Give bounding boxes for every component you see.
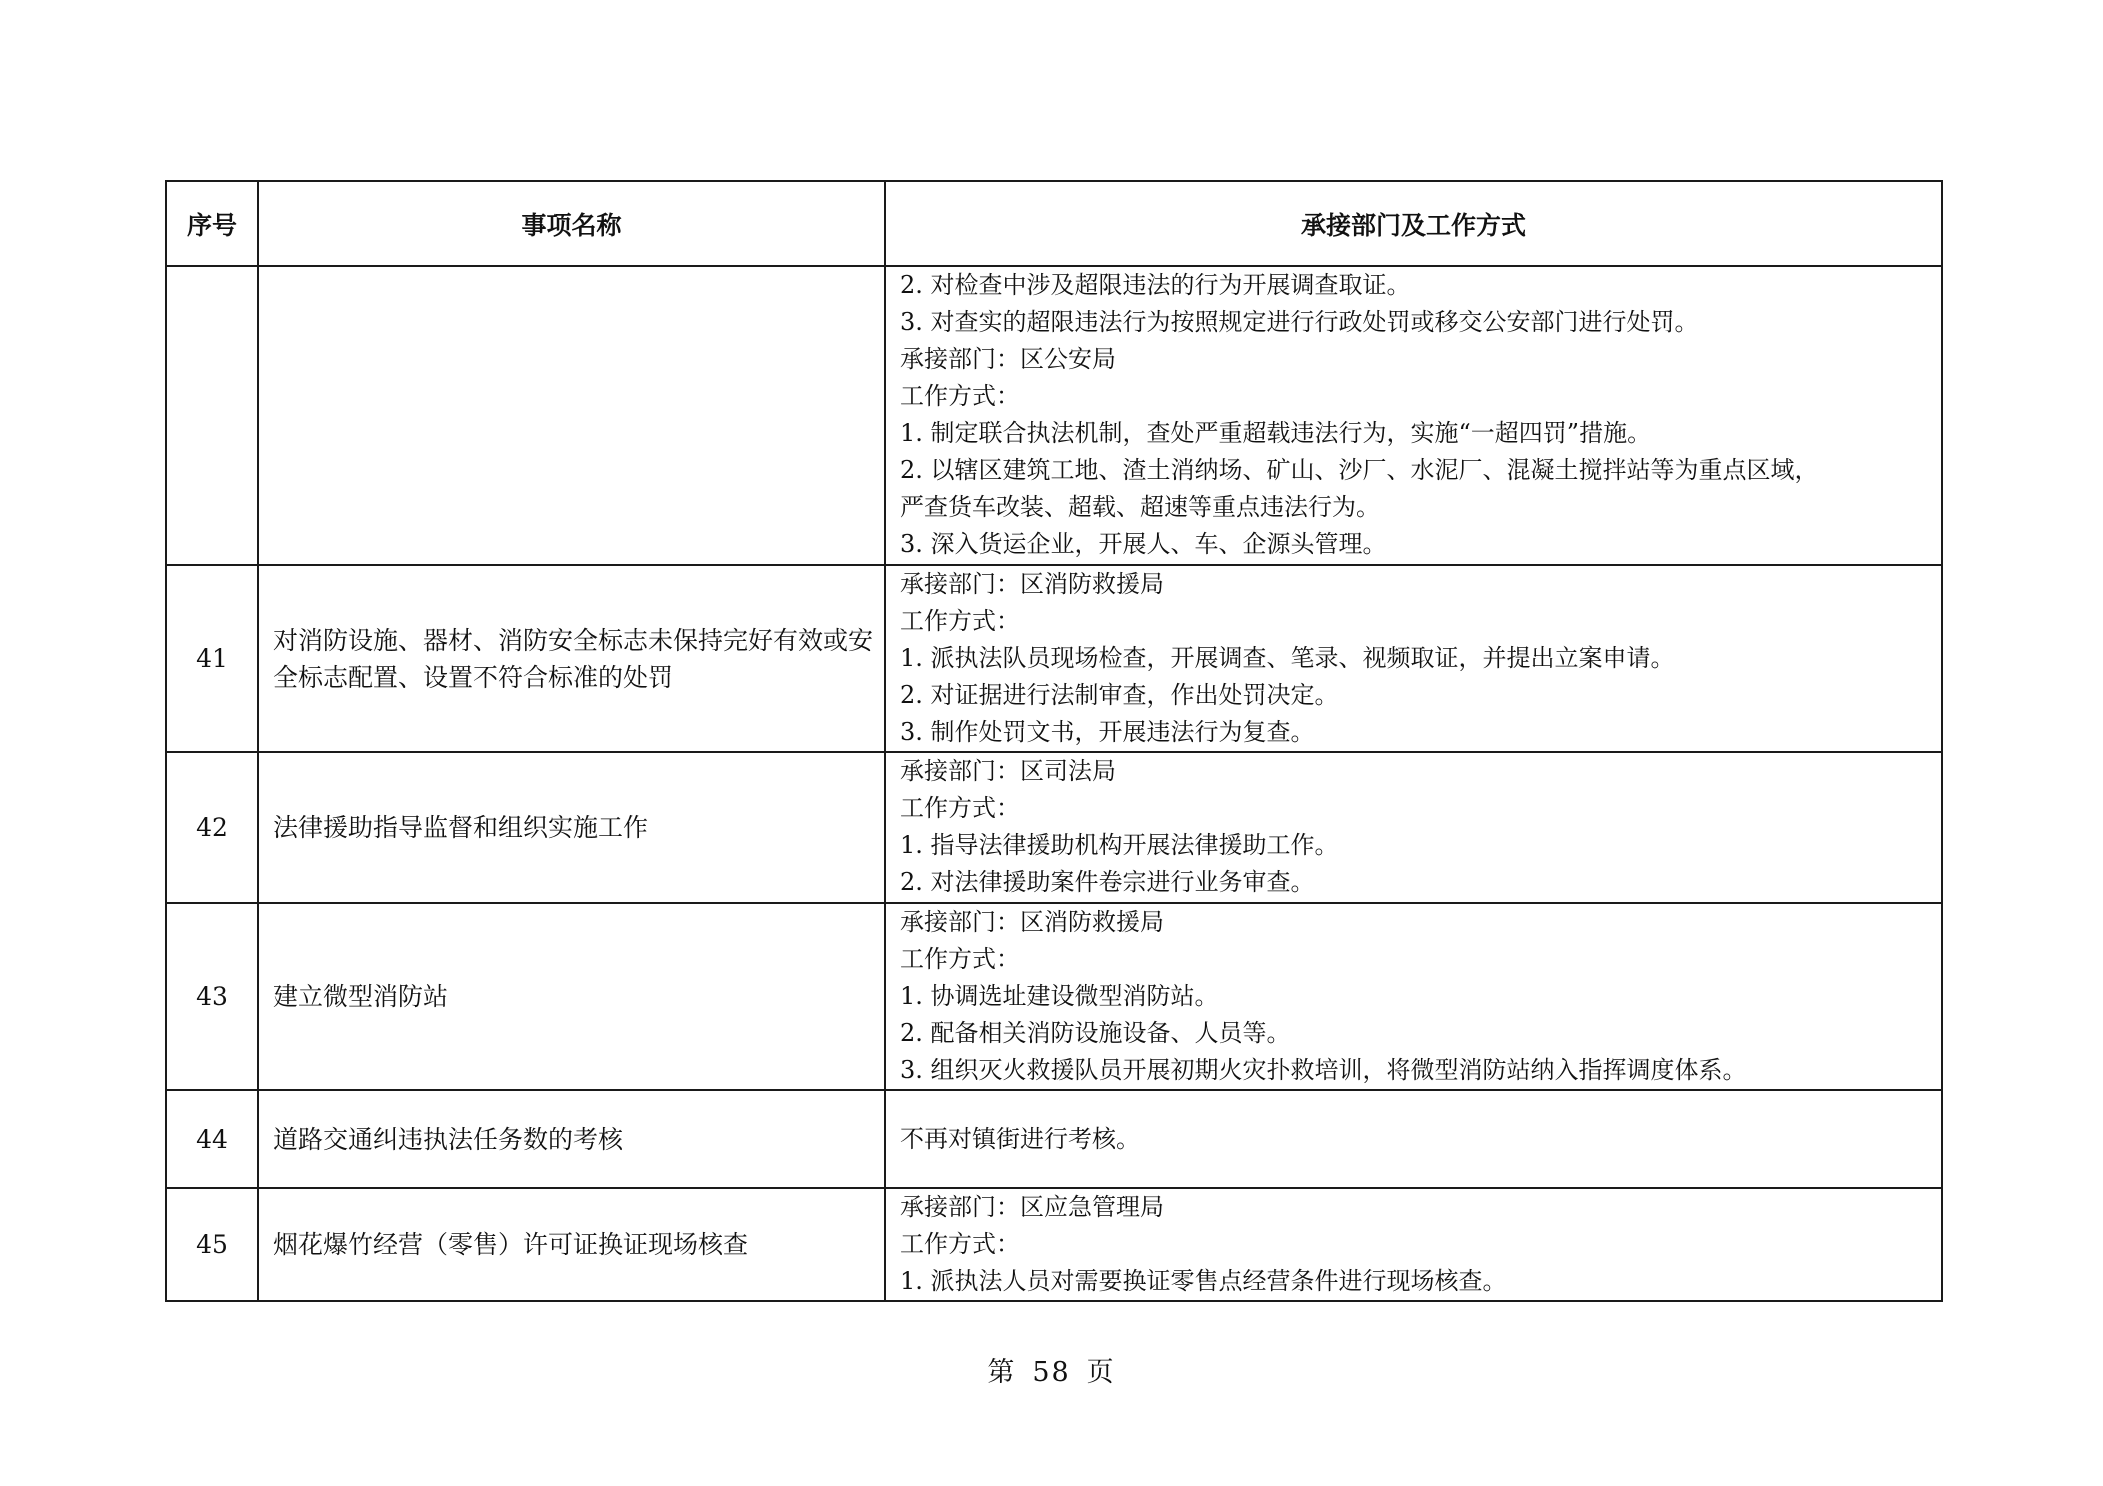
method-line: 1. 制定联合执法机制，查处严重超载违法行为，实施“一超四罚”措施。 [900,419,1652,447]
method-line: 承接部门：区消防救援局 [900,908,1164,936]
method-line: 3. 深入货运企业，开展人、车、企源头管理。 [900,530,1387,558]
row-method [885,1090,1942,1188]
method-line: 2. 对证据进行法制审查，作出处罚决定。 [900,681,1339,709]
table-row [166,752,1942,903]
method-line: 3. 组织灭火救援队员开展初期火灾扑救培训，将微型消防站纳入指挥调度体系。 [900,1056,1747,1084]
row-method [885,903,1942,1090]
row-seq: 43 [166,903,258,1090]
page-prefix: 第 [987,1357,1017,1388]
method-line: 3. 对查实的超限违法行为按照规定进行行政处罚或移交公安部门进行处罚。 [900,308,1699,336]
method-line: 1. 指导法律援助机构开展法律援助工作。 [900,831,1339,859]
table-row [166,903,1942,1090]
method-line: 2. 对检查中涉及超限违法的行为开展调查取证。 [900,271,1411,299]
method-line: 承接部门：区消防救援局 [900,570,1164,598]
method-line: 工作方式： [900,1230,1020,1258]
method-line: 1. 协调选址建设微型消防站。 [900,982,1219,1010]
page-number [0,1350,2103,1389]
table-row [166,565,1942,752]
method-line: 承接部门：区公安局 [900,345,1116,373]
row-seq: 44 [166,1090,258,1188]
method-line: 1. 派执法人员对需要换证零售点经营条件进行现场核查。 [900,1267,1507,1295]
row-seq: 41 [166,565,258,752]
row-item-name [258,266,885,565]
page-number-value: 58 [1032,1357,1071,1388]
method-line: 1. 派执法队员现场检查，开展调查、笔录、视频取证，并提出立案申请。 [900,644,1675,672]
method-line: 2. 以辖区建筑工地、渣土消纳场、矿山、沙厂、水泥厂、混凝土搅拌站等为重点区域， [900,456,1819,484]
method-line: 2. 配备相关消防设施设备、人员等。 [900,1019,1291,1047]
row-item-name: 建立微型消防站 [258,903,885,1090]
table-body [166,266,1942,1301]
header-seq: 序号 [166,181,258,266]
method-line: 3. 制作处罚文书，开展违法行为复查。 [900,718,1315,746]
table-row [166,266,1942,565]
row-item-name: 法律援助指导监督和组织实施工作 [258,752,885,903]
row-item-name: 对消防设施、器材、消防安全标志未保持完好有效或安全标志配置、设置不符合标准的处罚 [258,565,885,752]
method-line: 承接部门：区应急管理局 [900,1193,1164,1221]
method-line: 工作方式： [900,382,1020,410]
page-suffix: 页 [1086,1357,1116,1388]
row-method [885,752,1942,903]
method-line: 2. 对法律援助案件卷宗进行业务审查。 [900,868,1315,896]
method-line: 工作方式： [900,794,1020,822]
header-name: 事项名称 [258,181,885,266]
row-seq: 42 [166,752,258,903]
header-method: 承接部门及工作方式 [885,181,1942,266]
method-line: 承接部门：区司法局 [900,757,1116,785]
row-item-name: 烟花爆竹经营（零售）许可证换证现场核查 [258,1188,885,1301]
row-seq: 45 [166,1188,258,1301]
method-line: 工作方式： [900,607,1020,635]
row-method [885,266,1942,565]
table-row [166,1090,1942,1188]
table-row [166,1188,1942,1301]
method-line: 严查货车改装、超载、超速等重点违法行为。 [900,493,1380,521]
items-table [165,180,1943,1302]
row-seq [166,266,258,565]
method-line: 不再对镇街进行考核。 [900,1124,1140,1153]
row-item-name: 道路交通纠违执法任务数的考核 [258,1090,885,1188]
method-line: 工作方式： [900,945,1020,973]
row-method [885,565,1942,752]
row-method [885,1188,1942,1301]
header-row [166,181,1942,266]
